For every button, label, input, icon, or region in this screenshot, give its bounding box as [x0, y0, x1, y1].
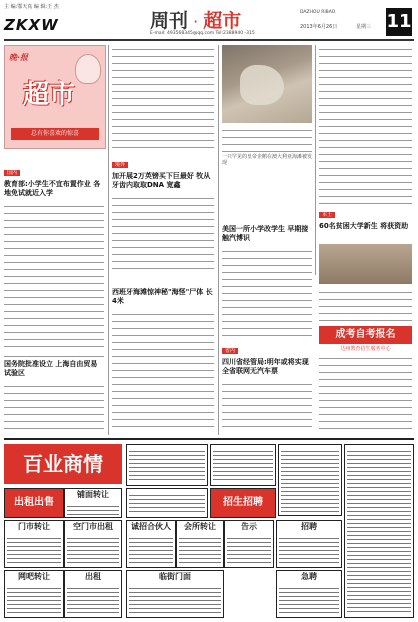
- news-photo: [222, 45, 312, 123]
- classified-ad-body: [279, 585, 339, 615]
- article-body-7: [319, 288, 412, 322]
- classified-ad-caption: 空门市出租: [73, 522, 113, 531]
- masthead-contact: E-mail: 493568345@qq.com Tel:2388940 -315: [150, 31, 255, 36]
- promo-icon: [75, 54, 101, 84]
- classified-ad-body: [67, 585, 119, 615]
- article-title-7: 60名贫困大学新生 将获资助: [319, 222, 409, 230]
- article-body-3: [112, 194, 214, 272]
- article-body-1: [4, 202, 104, 352]
- article-title-3: 加开展2万英镑买下巨最好 牧从牙齿内取取DNA 宽鑫: [112, 172, 211, 189]
- classified-ad-body: [67, 535, 119, 565]
- article-body-2: [4, 382, 104, 432]
- column-rule: [108, 45, 109, 435]
- creature-shape: [240, 65, 284, 105]
- classified-ad-caption: 急聘: [301, 572, 317, 581]
- paper-name: DAZHOU RIBAO: [300, 10, 336, 15]
- classified-ad-7: [176, 520, 224, 568]
- masthead-title-b: 超市: [203, 10, 242, 32]
- classified-ad-caption: 网吧转让: [18, 572, 50, 581]
- promo-box: [4, 45, 106, 149]
- column-rule: [315, 45, 316, 275]
- article-body-6: [222, 380, 312, 432]
- classified-ad-body: [227, 535, 271, 565]
- classified-ad-caption: 临街门面: [159, 572, 191, 581]
- ad-banner: [319, 326, 412, 344]
- classified-rule: [4, 438, 414, 440]
- classified-ad-caption: 诚招合伙人: [131, 522, 171, 531]
- article-body-4: [112, 310, 214, 432]
- classified-ad-caption: 招聘: [301, 522, 317, 531]
- page-number: 11: [386, 8, 412, 36]
- classified-ad-body: [7, 535, 61, 565]
- section-tag-local: 本土: [319, 212, 335, 218]
- classified-ad-5: [64, 520, 122, 568]
- classified-title: [4, 444, 122, 484]
- masthead-title: 周刊 · 超市: [150, 10, 242, 32]
- ad-banner-sub: 达州教育招生服务中心: [340, 346, 391, 352]
- classified-ad-caption: 出租: [85, 572, 101, 581]
- ad-banner-body: [319, 354, 412, 432]
- classified-ad-11: [64, 570, 122, 618]
- article-body-1-cont: [112, 45, 214, 153]
- article-body-5: [222, 247, 312, 342]
- classified-ad-10: [4, 570, 64, 618]
- graduate-photo: [319, 244, 412, 284]
- classified-ad-body: [279, 535, 339, 565]
- classified-ad-filler: [278, 444, 342, 516]
- article-title-1: 教育部:小学生不宜布置作业 各地免试就近入学: [4, 180, 101, 197]
- article-title-5: 美国一所小学改学生 早期接触汽博识: [222, 225, 309, 242]
- classified-ad-9: [276, 520, 342, 568]
- classified-ad-body: [7, 585, 61, 615]
- classified-ad-filler: [210, 444, 276, 486]
- brand-logo: ZKXW: [4, 16, 59, 34]
- classified-ad-12: [126, 570, 224, 618]
- section-tag-domestic: 国内: [4, 170, 20, 176]
- classified-ad-caption: 出租出售: [14, 497, 54, 508]
- section-tag-abroad: 境外: [112, 162, 128, 168]
- promo-big-text: 超市: [23, 80, 76, 110]
- classified-ad-4: [4, 520, 64, 568]
- classified-ad-caption: 门市转让: [18, 522, 50, 531]
- photo-caption: 一只罕见的皇帝企鹅在澳大利亚海滩被发现: [222, 154, 313, 166]
- classified-ad-caption: 告示: [241, 522, 257, 531]
- classified-ad-1: [4, 488, 64, 518]
- classified-title-text: 百业商情: [23, 452, 103, 476]
- issue-date: 2013年6月26日: [300, 24, 338, 30]
- classified-ad-caption: 铺面转让: [77, 490, 109, 499]
- article-title-4: 西班牙海滩惊神秘"海怪"尸体 长4米: [112, 288, 213, 305]
- classified-ad-filler: [126, 444, 208, 486]
- promo-caption: 总有你喜欢的惊喜: [11, 128, 99, 140]
- classified-ad-body: [129, 492, 205, 515]
- masthead-title-a: 周刊: [150, 10, 189, 32]
- classified-ad-filler: [344, 444, 414, 618]
- column-rule: [218, 45, 219, 435]
- issue-weekday: 星期三: [356, 24, 372, 30]
- classified-ad-13: [276, 570, 342, 618]
- editor-line: 主 编:鄂天真 编 辑:王 杰: [4, 4, 59, 10]
- classified-ad-3: [210, 488, 276, 518]
- classified-ad-body: [347, 448, 411, 615]
- classified-ad-body: [213, 448, 273, 483]
- section-tag-province: 省内: [222, 348, 238, 354]
- article-body-right-top: [319, 45, 412, 210]
- classified-ad-body: [179, 535, 221, 565]
- classified-ad-caption: 招生招聘: [223, 497, 263, 508]
- classified-ad-body: [129, 448, 205, 483]
- classified-ad-body: [67, 503, 119, 515]
- article-title-2: 国务院批准设立 上海自由贸易试验区: [4, 360, 98, 377]
- classified-ad-body: [281, 448, 339, 513]
- classified-ad-2: [64, 488, 122, 518]
- classified-ad-filler: [126, 488, 208, 518]
- classified-ad-8: [224, 520, 274, 568]
- classified-ad-6: [126, 520, 176, 568]
- promo-label: 晚·报: [9, 53, 29, 62]
- ad-banner-title: 成考自考报名: [335, 329, 396, 340]
- photo-side-text: [222, 126, 312, 152]
- classified-ad-body: [129, 535, 173, 565]
- masthead-rule: [4, 39, 414, 41]
- classified-ad-caption: 会所转让: [184, 522, 216, 531]
- article-title-6: 四川省经管局:明年或将实现 全省联网无汽车票: [222, 358, 309, 375]
- classified-ad-body: [129, 585, 221, 615]
